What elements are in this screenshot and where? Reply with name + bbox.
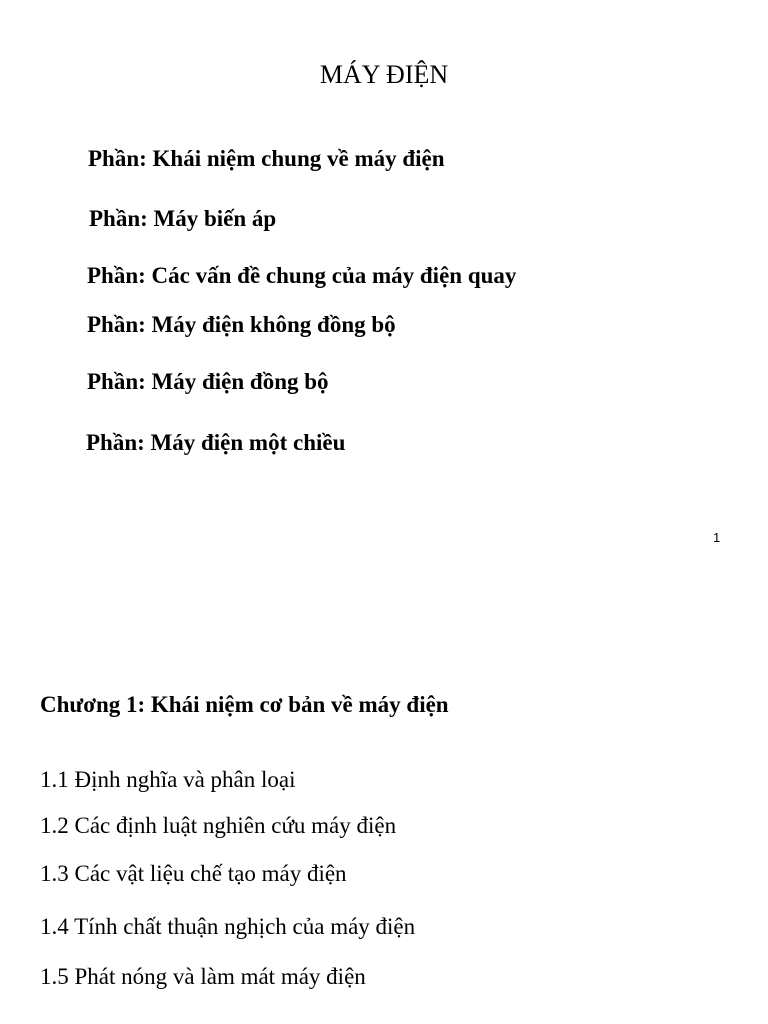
page-number: 1 xyxy=(713,530,721,545)
part-item: Phần: Máy điện đồng bộ xyxy=(87,369,329,394)
section-item: 1.2 Các định luật nghiên cứu máy điện xyxy=(40,813,397,838)
document-title: MÁY ĐIỆN xyxy=(319,60,449,89)
section-item: 1.3 Các vật liệu chế tạo máy điện xyxy=(40,861,347,886)
part-item: Phần: Máy điện một chiều xyxy=(86,430,346,455)
part-item: Phần: Khái niệm chung về máy điện xyxy=(88,146,445,171)
section-item: 1.1 Định nghĩa và phân loại xyxy=(40,767,296,792)
part-item: Phần: Máy điện không đồng bộ xyxy=(87,312,396,337)
part-item: Phần: Máy biến áp xyxy=(89,206,277,231)
section-item: 1.5 Phát nóng và làm mát máy điện xyxy=(40,964,366,989)
section-item: 1.4 Tính chất thuận nghịch của máy điện xyxy=(40,914,416,939)
part-item: Phần: Các vấn đề chung của máy điện quay xyxy=(87,263,517,288)
chapter-title: Chương 1: Khái niệm cơ bản về máy điện xyxy=(40,692,449,717)
